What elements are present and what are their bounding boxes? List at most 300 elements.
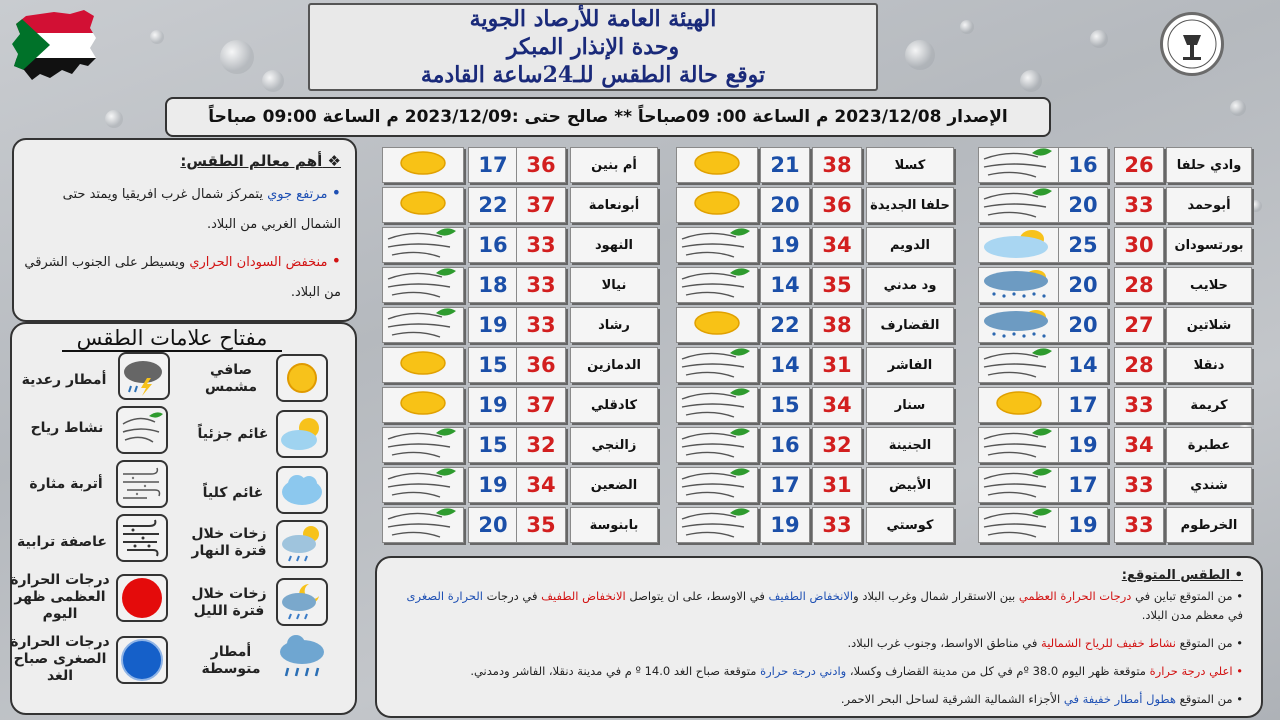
max-temp-value: 33 [1124,513,1154,537]
max-temp-value: 32 [526,433,556,457]
city-cell [1166,507,1252,543]
city-cell [570,227,658,263]
min-temp-value: 19 [1068,433,1098,457]
forecast-icon-cell [676,187,758,223]
max-temp-cell [812,227,862,263]
bullet-icon: • [331,183,341,202]
wind-icon [980,467,1058,503]
expected-highlight: الانخفاض الطفيف [768,589,854,603]
min-temp-cell [1058,147,1108,183]
key-label-mintemp: درجات الحرارة الصغرى صباح الغد [10,634,110,684]
city-cell [570,307,658,343]
city-cell [570,467,658,503]
city-cell [1166,187,1252,223]
sun-icon [393,389,453,421]
min-temp-cell [760,267,810,303]
city-name: كسلا [894,157,926,173]
city-cell [866,347,954,383]
max-temp-value: 35 [822,273,852,297]
city-name: حلفا الجديدة [870,197,950,213]
min-temp-cell [760,227,810,263]
min-temp-value: 14 [1068,353,1098,377]
expected-text: بين الاستقرار شمال وغرب البلاد و [853,589,1019,603]
wind-icon [384,227,462,263]
city-cell [866,427,954,463]
max-temp-cell [812,427,862,463]
key-label-sunny: صافي مشمس [204,362,258,395]
max-temp-value: 33 [1124,393,1154,417]
city-name: أبونعامة [588,197,640,213]
min-temp-cell [1058,387,1108,423]
wind-icon [384,427,462,463]
max-temp-value: 28 [1124,353,1154,377]
expected-text: في الاوسط، على ان يتواصل [625,589,769,603]
min-temp-cell [468,307,518,343]
max-temp-cell [812,507,862,543]
forecast-icon-cell [382,187,464,223]
city-cell [570,147,658,183]
sun-icon [687,149,747,181]
max-temp-cell [812,387,862,423]
expected-text: متوقعة ظهر اليوم 38.0 ºم في كل من مدينة القضارف وكسلا، [846,664,1150,678]
min-temp-cell [760,427,810,463]
max-temp-cell [1114,147,1164,183]
sun-icon [687,309,747,341]
city-name: كوستي [886,517,934,533]
min-temp-cell [1058,187,1108,223]
expected-text: متوقعة صباح الغد 14.0 º م في مدينة دنقلا، الفاشر ودمدني. [470,664,761,678]
city-cell [570,507,658,543]
expected-highlight: نشاط خفيف للرياح الشمالية [1041,636,1176,650]
forecast-icon-cell [676,147,758,183]
city-cell [1166,387,1252,423]
min-temp-value: 15 [478,353,508,377]
city-cell [570,187,658,223]
max-temp-cell [1114,227,1164,263]
max-temp-value: 30 [1124,233,1154,257]
forecast-icon-cell [676,347,758,383]
cloud-icon [276,466,328,514]
forecast-icon-cell [978,467,1060,503]
max-temp-value: 31 [822,353,852,377]
key-label-partly: غائم جزئياً [197,426,269,442]
wind-icon [384,507,462,543]
min-temp-value: 20 [478,513,508,537]
key-label-thunder: أمطار رعدية [21,372,107,388]
min-temp-cell [468,147,518,183]
sun-icon [687,189,747,221]
max-temp-cell [516,147,566,183]
max-temp-cell [516,187,566,223]
wind-icon [980,427,1058,463]
min-temp-value: 16 [770,433,800,457]
city-cell [1166,267,1252,303]
wind-icon [678,387,756,423]
city-name: الخرطوم [1180,517,1238,533]
wind-icon [116,406,168,454]
forecast-icon-cell [382,387,464,423]
forecast-icon-cell [978,507,1060,543]
min-temp-value: 19 [478,473,508,497]
min-temp-value: 17 [770,473,800,497]
forecast-icon-cell [382,507,464,543]
min-temp-cell [1058,427,1108,463]
features-title: ❖ أهم معالم الطقس: [180,152,341,170]
max-temp-cell [1114,347,1164,383]
min-temp-value: 18 [478,273,508,297]
min-temp-cell [468,387,518,423]
city-name: الأبيض [888,477,932,493]
forecast-icon-cell [676,267,758,303]
min-temp-cell [760,307,810,343]
expected-text: الأجزاء الشمالية الشرقية لساحل البحر الاحمر. [840,692,1064,706]
city-cell [570,267,658,303]
min-temp-cell [468,187,518,223]
max-temp-cell [812,307,862,343]
feature-highlight: منخفض السودان الحراري [189,255,328,270]
feature-item [24,246,341,308]
min-temp-value: 25 [1068,233,1098,257]
forecast-icon-cell [978,187,1060,223]
expected-paragraph: • من المتوقع تباين في درجات الحرارة العظمي بين الاستقرار شمال وغرب البلاد والانخفاض الطفيف في الاوسط، على ان يتواصل الانخفاض الطفيف في درجات الحرارة الصغرى في معظم مدن البلاد. [406,589,1243,622]
wind-icon [678,507,756,543]
wind-icon [384,467,462,503]
expected-highlight: اعلي درجة حرارة [1149,664,1233,678]
wind-icon [980,187,1058,223]
min-temp-value: 19 [478,393,508,417]
expected-title: • الطقس المتوقع: [1121,568,1243,583]
forecast-icon-cell [978,427,1060,463]
feature-text: ويسيطر على الجنوب الشرقي من البلاد. [24,255,341,300]
forecast-icon-cell [978,267,1060,303]
max-temp-cell [1114,467,1164,503]
max-temp-cell [812,347,862,383]
thunderstorm-icon [118,352,170,400]
city-name: رشاد [598,317,630,333]
forecast-icon-cell [978,387,1060,423]
city-name: الدويم [889,237,930,253]
bullet-icon: • [331,251,341,270]
city-cell [1166,307,1252,343]
max-temp-value: 34 [822,233,852,257]
city-name: الفاشر [887,357,933,373]
city-cell [1166,147,1252,183]
forecast-icon-cell [382,307,464,343]
forecast-icon-cell [676,387,758,423]
max-temp-cell [516,307,566,343]
min-temp-cell [760,347,810,383]
rain-cloud-icon [980,307,1058,343]
max-temp-cell [1114,307,1164,343]
expected-text: من المتوقع [1175,692,1233,706]
wind-icon [384,267,462,303]
max-temp-cell [1114,507,1164,543]
forecast-icon-cell [382,147,464,183]
wind-icon [678,347,756,383]
sun-icon [989,389,1049,421]
expected-text: من المتوقع تباين في [1131,589,1233,603]
city-cell [866,227,954,263]
min-temp-value: 16 [478,233,508,257]
min-temp-value: 20 [1068,193,1098,217]
city-cell [866,147,954,183]
wind-icon [980,347,1058,383]
city-name: أم بنين [591,157,637,173]
max-temp-value: 33 [822,513,852,537]
expected-text: في معظم مدن البلاد. [1141,608,1243,622]
wind-icon [980,147,1058,183]
forecast-icon-cell [382,427,464,463]
forecast-icon-cell [676,507,758,543]
min-temp-cell [468,507,518,543]
city-cell [1166,467,1252,503]
night-showers-icon [276,578,328,626]
expected-highlight: وادني درجة حرارة [760,664,847,678]
min-temp-value: 19 [478,313,508,337]
min-temp-cell [1058,267,1108,303]
max-temp-cell [516,347,566,383]
city-name: وادي حلفا [1176,157,1242,173]
min-temp-cell [760,147,810,183]
min-temp-value: 20 [1068,313,1098,337]
min-temp-cell [468,467,518,503]
max-temp-icon [116,574,168,622]
sun-icon [393,349,453,381]
max-temp-cell [812,147,862,183]
forecast-icon-cell [978,227,1060,263]
city-cell [866,187,954,223]
max-temp-value: 26 [1124,153,1154,177]
wind-icon [678,427,756,463]
min-temp-value: 19 [1068,513,1098,537]
forecast-icon-cell [676,427,758,463]
max-temp-cell [812,467,862,503]
max-temp-value: 32 [822,433,852,457]
min-temp-cell [1058,347,1108,383]
forecast-icon-cell [382,267,464,303]
max-temp-value: 37 [526,193,556,217]
wind-icon [384,307,462,343]
max-temp-value: 27 [1124,313,1154,337]
max-temp-cell [1114,427,1164,463]
city-cell [1166,227,1252,263]
min-temp-cell [1058,467,1108,503]
city-cell [866,307,954,343]
city-name: الجنينة [888,437,932,453]
expected-paragraph: • من المتوقع نشاط خفيف للرياح الشمالية في مناطق الاواسط، وجنوب غرب البلاد. [847,636,1243,650]
title-box [308,3,878,91]
forecast-icon-cell [676,227,758,263]
max-temp-cell [812,187,862,223]
city-cell [1166,427,1252,463]
city-cell [866,267,954,303]
min-temp-cell [760,387,810,423]
city-name: النهود [594,237,634,253]
forecast-icon-cell [676,467,758,503]
city-name: الدمازين [587,357,641,373]
expected-text: من المتوقع [1175,636,1233,650]
max-temp-cell [516,427,566,463]
partly-cloudy-icon [276,410,328,458]
forecast-icon-cell [382,347,464,383]
key-label-duststorm: عاصفة ترابية [16,534,107,550]
feature-text: يتمركز شمال غرب افريقيا ويمتد حتى الشمال الغربي من البلاد. [62,187,341,232]
expected-highlight: الحرارة الصغرى [406,589,483,603]
forecast-icon-cell [978,307,1060,343]
weather-features-box [12,138,357,322]
key-label-maxtemp: درجات الحرارة العظمى ظهر اليوم [10,572,110,622]
min-temp-cell [468,427,518,463]
key-label-dayshowers: زخات خلال فترة النهار [191,526,267,559]
max-temp-value: 36 [526,353,556,377]
max-temp-value: 37 [526,393,556,417]
city-name: حلايب [1190,277,1228,293]
max-temp-value: 28 [1124,273,1154,297]
city-name: الضعين [590,477,638,493]
max-temp-value: 33 [526,313,556,337]
min-temp-cell [760,507,810,543]
min-temp-value: 21 [770,153,800,177]
min-temp-value: 17 [478,153,508,177]
max-temp-value: 33 [1124,473,1154,497]
max-temp-cell [516,507,566,543]
city-cell [570,427,658,463]
max-temp-cell [516,227,566,263]
min-temp-value: 19 [770,233,800,257]
expected-paragraph: • من المتوقع هطول أمطار خفيفة في الأجزاء الشمالية الشرقية لساحل البحر الاحمر. [840,692,1243,706]
unit-title: وحدة الإنذار المبكر [506,34,680,60]
max-temp-cell [516,267,566,303]
duststorm-icon [116,514,168,562]
max-temp-cell [516,467,566,503]
city-name: كادقلي [590,397,638,413]
sun-icon [393,149,453,181]
expected-weather-box [375,556,1263,718]
meteorological-authority-logo [1160,12,1224,76]
city-name: زالنجي [591,437,637,453]
expected-highlight: هطول أمطار خفيفة في [1063,692,1176,706]
features-title-text: أهم معالم الطقس: [180,152,323,170]
issue-validity-bar [165,97,1051,137]
min-temp-cell [1058,307,1108,343]
max-temp-value: 33 [1124,193,1154,217]
max-temp-value: 36 [526,153,556,177]
max-temp-value: 33 [526,233,556,257]
key-label-nightshowers: زخات خلال فترة الليل [191,586,267,619]
min-temp-value: 14 [770,273,800,297]
moderate-rain-icon [276,634,328,682]
min-temp-cell [1058,507,1108,543]
max-temp-cell [812,267,862,303]
wind-icon [678,227,756,263]
rain-cloud-icon [980,267,1058,303]
max-temp-value: 34 [526,473,556,497]
min-temp-value: 17 [1068,393,1098,417]
max-temp-value: 34 [822,393,852,417]
sun-icon [393,189,453,221]
forecast-icon-cell [382,227,464,263]
city-name: نيالا [601,277,627,293]
key-label-wind: نشاط رياح [30,420,104,436]
max-temp-value: 34 [1124,433,1154,457]
city-name: بورتسودان [1174,237,1244,253]
city-name: كريمة [1190,397,1228,413]
city-name: دنقلا [1193,357,1225,373]
partly-cloudy-icon [980,227,1058,263]
key-label-cloudy: غائم كلياً [202,485,264,501]
min-temp-value: 15 [770,393,800,417]
sudan-flag-map [10,8,100,86]
max-temp-cell [1114,187,1164,223]
min-temp-cell [468,227,518,263]
city-name: أبوحمد [1187,197,1231,213]
min-temp-value: 17 [1068,473,1098,497]
max-temp-value: 38 [822,313,852,337]
min-temp-value: 14 [770,353,800,377]
forecast-title: توقع حالة الطقس للـ24ساعة القادمة [420,62,766,88]
city-name: بابنوسة [589,517,639,533]
max-temp-value: 36 [822,193,852,217]
min-temp-value: 20 [770,193,800,217]
city-cell [1166,347,1252,383]
city-name: شلاتين [1186,317,1232,333]
forecast-icon-cell [978,147,1060,183]
min-temp-value: 22 [478,193,508,217]
max-temp-cell [1114,387,1164,423]
feature-item [24,178,341,240]
expected-highlight: درجات الحرارة العظمي [1018,589,1132,603]
day-showers-icon [276,520,328,568]
max-temp-value: 38 [822,153,852,177]
city-name: سنار [894,397,926,413]
min-temp-icon [116,636,168,684]
wind-icon [980,507,1058,543]
min-temp-cell [760,187,810,223]
key-label-dust: أتربة مثارة [29,476,103,492]
city-name: شندي [1190,477,1228,493]
sun-icon [276,354,328,402]
expected-title-text: الطقس المتوقع: [1121,568,1231,583]
city-cell [570,347,658,383]
city-name: عطبرة [1187,437,1231,453]
min-temp-value: 16 [1068,153,1098,177]
min-temp-value: 15 [478,433,508,457]
min-temp-cell [760,467,810,503]
feature-highlight: مرتفع جوي [267,187,328,202]
expected-text: في درجات [482,589,542,603]
city-name: القضارف [880,317,940,333]
max-temp-value: 35 [526,513,556,537]
expected-paragraph: • اعلي درجة حرارة متوقعة ظهر اليوم 38.0 ºم في كل من مدينة القضارف وكسلا، وادني درجة حرارة متوقعة صباح الغد 14.0 º م في مدينة دنقلا، الفاشر ودمدني. [470,664,1243,678]
city-cell [866,507,954,543]
min-temp-value: 22 [770,313,800,337]
min-temp-value: 20 [1068,273,1098,297]
issue-text: الإصدار 2023/12/08 م الساعة 00: 09صباحاً ** صالح حتى :2023/12/09 م الساعة 09:00 صباحاً [208,107,1008,127]
city-cell [570,387,658,423]
min-temp-value: 19 [770,513,800,537]
max-temp-value: 33 [526,273,556,297]
key-label-moderaterain: أمطار متوسطة [201,644,261,677]
expected-highlight: الانخفاض الطفيف [541,589,626,603]
min-temp-cell [468,347,518,383]
max-temp-cell [1114,267,1164,303]
key-title: مفتاح علامات الطقس [62,326,282,352]
city-cell [866,387,954,423]
max-temp-cell [516,387,566,423]
city-cell [866,467,954,503]
raised-dust-icon [116,460,168,508]
forecast-icon-cell [978,347,1060,383]
